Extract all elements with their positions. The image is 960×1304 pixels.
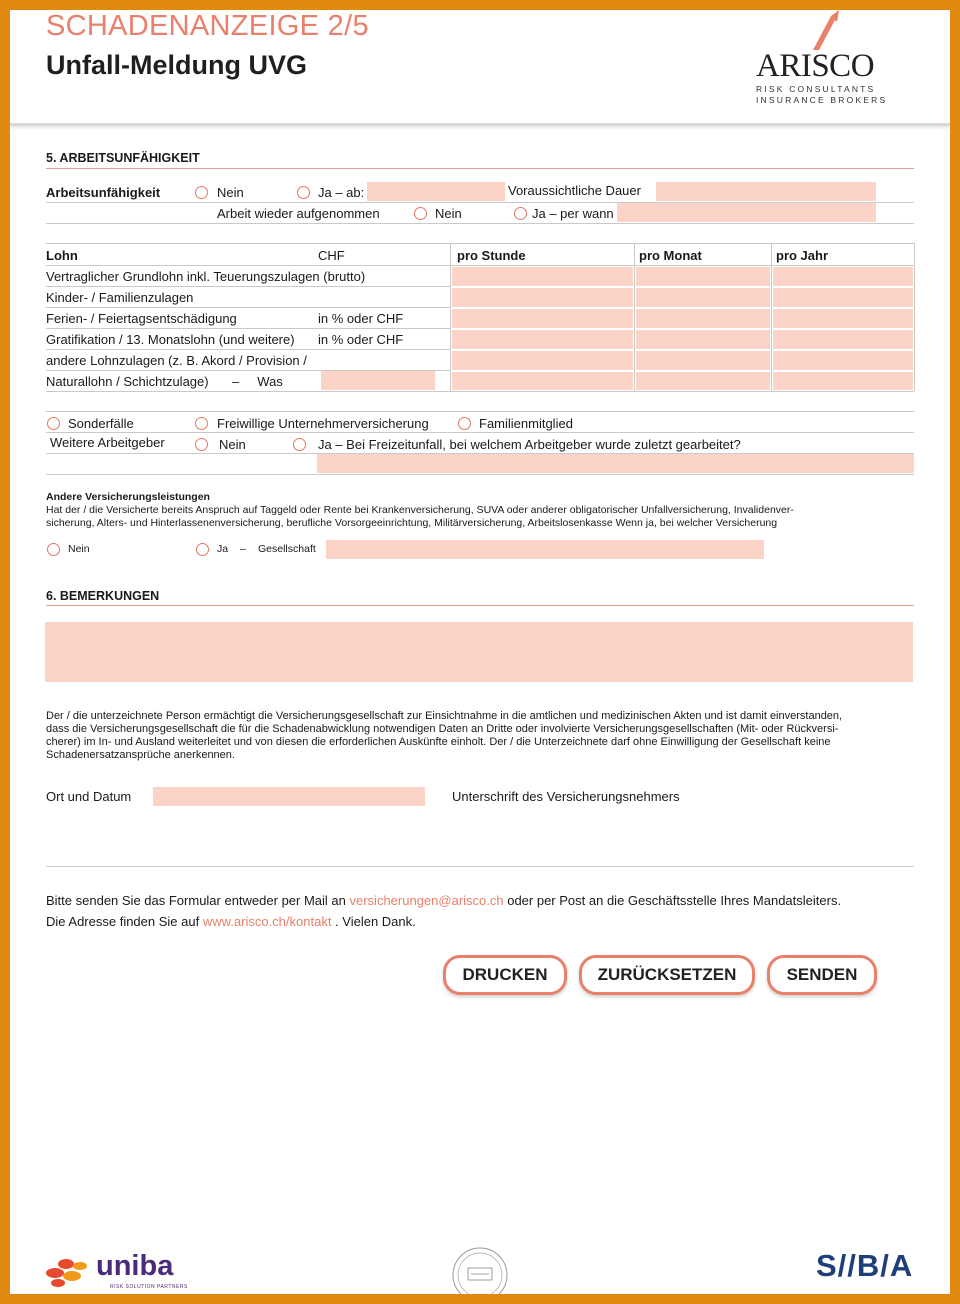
row-divider bbox=[46, 474, 914, 475]
radio-wieder-nein[interactable] bbox=[414, 207, 427, 220]
radio-au-nein[interactable] bbox=[195, 186, 208, 199]
lohn-row-label: andere Lohnzulagen (z. B. Akord / Provision / bbox=[46, 353, 307, 368]
uniba-logo: uniba bbox=[96, 1250, 174, 1282]
form-title: SCHADENANZEIGE 2/5 bbox=[46, 10, 369, 42]
arisco-logo: ARISCO bbox=[756, 48, 875, 84]
andere-title: Andere Versicherungsleistungen bbox=[46, 491, 210, 503]
ort-datum-input[interactable] bbox=[153, 787, 425, 806]
weitere-arbeitgeber-label: Weitere Arbeitgeber bbox=[50, 435, 165, 450]
col-divider bbox=[450, 243, 451, 391]
lohn-header: Lohn bbox=[46, 248, 78, 263]
lohn-row-label: Gratifikation / 13. Monatslohn (und weitere) bbox=[46, 332, 295, 347]
radio-au-ja[interactable] bbox=[297, 186, 310, 199]
row-divider bbox=[46, 328, 450, 329]
radio-weitere-ja-label: Ja – Bei Freizeitunfall, bei welchem Arbeitgeber wurde zuletzt gearbeitet? bbox=[318, 437, 741, 452]
form-header bbox=[10, 10, 950, 126]
radio-andere-nein[interactable] bbox=[47, 543, 60, 556]
send-instructions-1 bbox=[46, 893, 841, 908]
arisco-logo-mark-icon bbox=[805, 10, 855, 52]
col-divider bbox=[914, 243, 915, 391]
tagline-line-2: INSURANCE BROKERS bbox=[756, 95, 888, 105]
gesellschaft-label: Gesellschaft bbox=[258, 543, 316, 555]
chf-header: CHF bbox=[318, 248, 345, 263]
col-divider bbox=[634, 243, 635, 391]
section-6-rule bbox=[46, 605, 914, 606]
row-divider bbox=[46, 432, 914, 433]
arbeitsunfaehigkeit-label: Arbeitsunfähigkeit bbox=[46, 185, 161, 200]
radio-sonderfaelle[interactable] bbox=[47, 417, 60, 430]
arbeit-wieder-label: Arbeit wieder aufgenommen bbox=[217, 206, 380, 221]
familie-label: Familienmitglied bbox=[479, 416, 573, 431]
lohn-row-label: Vertraglicher Grundlohn inkl. Teuerungszulagen (brutto) bbox=[46, 269, 366, 284]
pro-monat-inputs[interactable] bbox=[636, 267, 770, 390]
dauer-label: Voraussichtliche Dauer bbox=[508, 183, 641, 198]
instructions-text: . Vielen Dank. bbox=[331, 914, 416, 929]
reset-button[interactable]: ZURÜCKSETZEN bbox=[579, 955, 755, 995]
pro-stunde-header: pro Stunde bbox=[457, 248, 526, 263]
freiwillig-label: Freiwillige Unternehmerversicherung bbox=[217, 416, 429, 431]
row-divider bbox=[46, 411, 914, 412]
pro-jahr-inputs[interactable] bbox=[773, 267, 913, 390]
unterschrift-label: Unterschrift des Versicherungsnehmers bbox=[452, 789, 680, 804]
arisco-tagline bbox=[756, 84, 887, 106]
dash: – bbox=[240, 543, 246, 555]
siba-logo: S//B/A bbox=[816, 1248, 914, 1283]
table-top-rule bbox=[46, 243, 914, 244]
lohn-was-label: – Was bbox=[232, 374, 283, 389]
col-divider bbox=[771, 243, 772, 391]
pro-monat-header: pro Monat bbox=[639, 248, 702, 263]
andere-text-1: Hat der / die Versicherte bereits Anspruch auf Taggeld oder Rente bei Krankenversicherung, SUVA oder anderer obligatorischer Unfallversicherung, Invalidenver- bbox=[46, 504, 794, 516]
radio-andere-ja-label: Ja bbox=[217, 543, 229, 555]
send-button[interactable]: SENDEN bbox=[767, 955, 877, 995]
email-link[interactable]: versicherungen@arisco.ch bbox=[349, 893, 504, 908]
section-5-title: 5. ARBEITSUNFÄHIGKEIT bbox=[46, 151, 200, 165]
radio-weitere-ja[interactable] bbox=[293, 438, 306, 451]
ort-datum-label: Ort und Datum bbox=[46, 789, 132, 804]
lohn-row-label: Naturallohn / Schichtzulage) bbox=[46, 374, 209, 389]
consent-line: cherer) im In- und Ausland weiterleitet und von diesen die erforderlichen Auskünfte einholt. Der / die Unterzeichnete darf ohne Einwilligung der Gesellschaft keine bbox=[46, 736, 831, 748]
send-instructions-2 bbox=[46, 914, 416, 929]
row-divider bbox=[46, 286, 450, 287]
consent-line: Der / die unterzeichnete Person ermächtigt die Versicherungsgesellschaft zur Einsichtnahme in die amtlichen und medizinischen Akten und ist damit einverstanden, bbox=[46, 710, 843, 722]
radio-wieder-ja[interactable] bbox=[514, 207, 527, 220]
sonderfaelle-label: Sonderfälle bbox=[68, 416, 134, 431]
radio-freiwillig[interactable] bbox=[195, 417, 208, 430]
pro-stunde-inputs[interactable] bbox=[452, 267, 633, 390]
lohn-row-label: Kinder- / Familienzulagen bbox=[46, 290, 194, 305]
lohn-row-unit: in % oder CHF bbox=[318, 311, 404, 326]
radio-weitere-nein[interactable] bbox=[195, 438, 208, 451]
form-page bbox=[10, 10, 950, 1294]
radio-familie[interactable] bbox=[458, 417, 471, 430]
uniba-logo-icon bbox=[44, 1256, 98, 1288]
radio-au-nein-label: Nein bbox=[217, 185, 244, 200]
instructions-text: Bitte senden Sie das Formular entweder per Mail an bbox=[46, 893, 350, 908]
dauer-input[interactable] bbox=[656, 182, 876, 201]
au-ab-input[interactable] bbox=[367, 182, 505, 201]
row-divider bbox=[46, 223, 914, 224]
pro-jahr-header: pro Jahr bbox=[776, 248, 829, 263]
gesellschaft-input[interactable] bbox=[326, 540, 764, 559]
section-6-title: 6. BEMERKUNGEN bbox=[46, 589, 160, 603]
consent-line: Schadenersatzansprüche anerkennen. bbox=[46, 749, 235, 761]
consent-line: dass die Versicherungsgesellschaft die für die Schadenabwicklung notwendigen Daten an Dritte oder involvierte Versicherungsgesellschaften (Mit- oder Rückversi- bbox=[46, 723, 839, 735]
uniba-tagline: RISK SOLUTION PARTNERS bbox=[110, 1284, 188, 1290]
radio-wieder-nein-label: Nein bbox=[435, 206, 462, 221]
radio-andere-nein-label: Nein bbox=[68, 543, 90, 555]
table-bottom-rule bbox=[46, 391, 914, 392]
wieder-per-wann-input[interactable] bbox=[617, 203, 876, 222]
radio-au-ja-label: Ja – ab: bbox=[318, 185, 365, 200]
row-divider bbox=[46, 307, 450, 308]
kontakt-link[interactable]: www.arisco.ch/kontakt bbox=[202, 914, 332, 929]
signature-rule bbox=[46, 866, 914, 867]
tagline-line-1: RISK CONSULTANTS bbox=[756, 84, 876, 94]
bemerkungen-textarea[interactable] bbox=[45, 622, 913, 682]
lohn-row-label: Ferien- / Feiertagsentschädigung bbox=[46, 311, 237, 326]
instructions-text: Die Adresse finden Sie auf bbox=[46, 914, 203, 929]
instructions-text: oder per Post an die Geschäftsstelle Ihres Mandatsleiters. bbox=[503, 893, 842, 908]
section-5-rule bbox=[46, 168, 914, 169]
radio-andere-ja[interactable] bbox=[196, 543, 209, 556]
consent-text bbox=[46, 710, 916, 762]
andere-text-2: sicherung, Alters- und Hinterlassenenversicherung, berufliche Vorsorgeeinrichtung, Militärversicherung, Arbeitslosenkasse Wenn ja, bei welcher Versicherung bbox=[46, 517, 778, 529]
print-button[interactable]: DRUCKEN bbox=[443, 955, 567, 995]
radio-weitere-nein-label: Nein bbox=[219, 437, 246, 452]
form-subtitle: Unfall-Meldung UVG bbox=[46, 50, 307, 80]
was-input[interactable] bbox=[321, 371, 435, 390]
lohn-row-unit: in % oder CHF bbox=[318, 332, 404, 347]
weitere-arbeitgeber-input[interactable] bbox=[317, 454, 914, 473]
row-divider bbox=[46, 265, 914, 266]
certification-seal-icon bbox=[451, 1246, 509, 1294]
row-divider bbox=[46, 349, 450, 350]
radio-wieder-ja-label: Ja – per wann bbox=[532, 206, 614, 221]
